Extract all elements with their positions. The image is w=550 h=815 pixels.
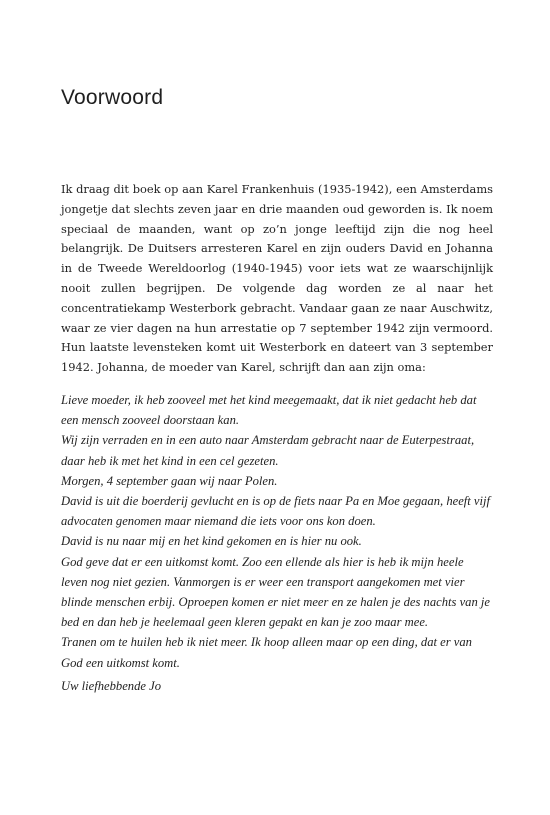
letter-paragraph-4: David is uit die boerderij gevlucht en is op de fiets naar Pa en Moe gegaan, heeft vijf advocaten genomen maar niemand die iets voor ons kon doen. bbox=[61, 494, 491, 529]
intro-paragraph: Ik draag dit boek op aan Karel Frankenhuis (1935-1942), een Amsterdams jongetje dat slechts zeven jaar en drie maanden oud geworden is. Ik noem speciaal de maanden, want op zo’n jonge leeftijd zijn die nog heel belangrijk. De Duitsers arresteren Karel en zijn ouders David en Johanna in de Tweede Wereldoorlog (1940-1945) voor iets wat ze waarschijnlijk nooit zullen begrijpen. De volgende dag worden ze al naar het concentratiekamp Westerbork gebracht. Vandaar gaan ze naar Auschwitz, waar ze vier dagen na hun arrestatie op 7 september 1942 zijn vermoord. Hun laatste levensteken komt uit Westerbork en dateert van 3 september 1942. Johanna, de moeder van Karel, schrijft dan aan zijn oma: bbox=[61, 182, 493, 375]
page-title: Voorwoord bbox=[61, 86, 164, 109]
letter-paragraph-7: Tranen om te huilen heb ik niet meer. Ik hoop alleen maar op een ding, dat er van God een uitkomst komt. bbox=[61, 635, 472, 670]
quoted-letter bbox=[61, 390, 491, 673]
letter-paragraph-5: David is nu naar mij en het kind gekomen en is hier nu ook. bbox=[61, 534, 362, 549]
letter-paragraph-1: Lieve moeder, ik heb zooveel met het kind meegemaakt, dat ik niet gedacht heb dat een mensch zooveel doorstaan kan. bbox=[61, 393, 477, 428]
letter-signature: Uw liefhebbende Jo bbox=[61, 679, 162, 693]
letter-paragraph-2: Wij zijn verraden en in een auto naar Amsterdam gebracht naar de Euterpestraat, daar heb ik met het kind in een cel gezeten. bbox=[61, 433, 475, 468]
letter-paragraph-6: God geve dat er een uitkomst komt. Zoo een ellende als hier is heb ik mijn heele leven nog niet gezien. Vanmorgen is er weer een transport aangekomen met vier blinde menschen erbij. Oproepen komen er niet meer en ze halen je des nachts van je bed en dan heb je heelemaal geen kleren gepakt en kan je zoo maar mee. bbox=[61, 554, 490, 630]
letter-paragraph-3: Morgen, 4 september gaan wij naar Polen. bbox=[61, 473, 278, 488]
